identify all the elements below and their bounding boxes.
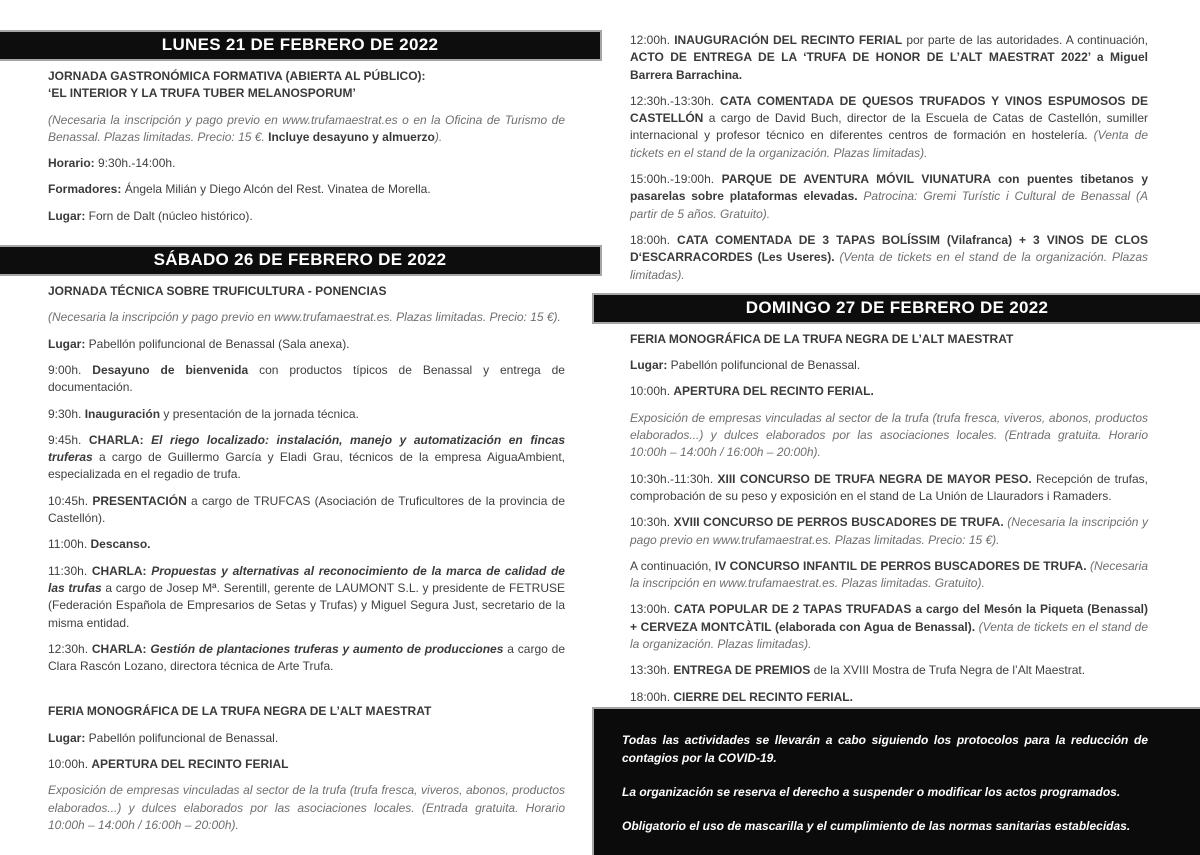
text-run: 12:30h.-13:30h. <box>630 93 720 108</box>
text-run: 9:30h. <box>48 406 85 421</box>
paragraph <box>48 730 565 747</box>
paragraph <box>48 68 565 103</box>
text-run: CHARLA: <box>91 641 151 656</box>
text-run: 9:45h. <box>48 432 89 447</box>
sunday-section-body <box>592 324 1200 706</box>
text-run: a cargo de TRUFCAS (Asociación de Truficultores de la provincia de Castellón). <box>48 493 566 526</box>
text-run: JORNADA TÉCNICA SOBRE TRUFICULTURA - PONENCIAS <box>48 284 387 299</box>
paragraph <box>48 208 565 225</box>
paragraph: Obligatorio el uso de mascarilla y el cumplimiento de las normas sanitarias establecidas. <box>622 819 1131 833</box>
text-run: (Necesaria la inscripción y pago previo en www.trufamaestrat.es o en la Oficina de Turismo de Benassal. Plazas limitadas. Precio: 15 €. <box>48 112 565 144</box>
text-run: CHARLA: <box>91 563 152 578</box>
text-run: APERTURA DEL RECINTO FERIAL. <box>673 384 874 399</box>
day-header-sunday: DOMINGO 27 DE FEBRERO DE 2022 <box>592 293 1200 324</box>
saturday-continuation-body <box>592 0 1200 284</box>
paragraph: Todas las actividades se llevarán a cabo siguiendo los protocolos para la reducción de contagios por la COVID-19. <box>622 733 1148 765</box>
text-run: Lugar: <box>630 358 668 373</box>
text-run: 11:00h. <box>48 537 91 552</box>
text-run: CATA COMENTADA DE QUESOS TRUFADOS Y VINOS ESPUMOSOS DE CASTELLÓN <box>630 93 1148 126</box>
text-run: (Venta de tickets en el stand de la organización. Plazas limitadas). <box>630 619 1148 652</box>
text-run: El riego localizado: instalación, manejo y automatización en fincas truferas <box>48 432 565 465</box>
text-run: CIERRE DEL RECINTO FERIAL. <box>673 689 853 704</box>
text-run: ‘EL INTERIOR Y LA TRUFA TUBER MELANOSPORUM’ <box>48 86 356 101</box>
text-run: Propuestas y alternativas al reconocimiento de la marca de calidad de las trufas <box>48 563 565 595</box>
text-run: 10:30h. <box>630 515 674 530</box>
text-run: ENTREGA DE PREMIOS <box>673 663 811 678</box>
paragraph <box>630 689 1148 706</box>
text-run: Horario: <box>48 156 95 171</box>
text-run: a cargo de Guillermo García y Eladi Grau, técnicos de la empresa AiguaAmbient, especializada en el regadio de trufa. <box>48 450 565 482</box>
text-run: (Necesaria la inscripción en www.trufamaestrat.es. Plazas limitadas. Gratuito). <box>630 558 1149 591</box>
paragraph <box>630 331 1148 348</box>
text-run: (Necesaria la inscripción y pago previo en www.trufamaestrat.es. Plazas limitadas. Precio: 15 €). <box>630 515 1148 547</box>
text-run: 18:00h. <box>630 689 674 704</box>
paragraph <box>48 756 565 773</box>
text-run: ACTO DE ENTREGA DE LA ‘TRUFA DE HONOR DE L’ALT MAESTRAT 2022’ a Miguel Barrera Barrachina. <box>630 50 1148 82</box>
text-run: 12:00h. <box>630 33 675 47</box>
text-run: Lugar: <box>48 336 86 351</box>
text-run: 12:30h. <box>48 641 92 656</box>
text-run: de la XVIII Mostra de Trufa Negra de l’Alt Maestrat. <box>810 663 1086 678</box>
paragraph <box>48 112 565 147</box>
text-run: (Necesaria la inscripción y pago previo en www.trufamaestrat.es. Plazas limitadas. Precio: 15 €). <box>48 310 561 325</box>
text-run: Patrocina: Gremi Turístic i Cultural de Benassal (A partir de 5 años. Gratuito). <box>630 189 1148 221</box>
text-run: Ángela Milián y Diego Alcón del Rest. Vinatea de Morella. <box>121 182 431 197</box>
text-run: (Venta de tickets en el stand de la organización. Plazas limitadas). <box>630 250 1148 282</box>
text-run: Inauguración <box>84 406 161 421</box>
right-column <box>592 0 1200 855</box>
text-run: a cargo de Josep Mª. Serentill, gerente de LAUMONT S.L. y presidente de FETRUSE (Federación Española de Empresarios de Setas y Trufas) y Miguel Segura Just, secretario de la misma entidad. <box>48 580 565 630</box>
paragraph <box>630 171 1148 223</box>
text-run: PARQUE DE AVENTURA MÓVIL VIUNATURA con puentes tibetanos y pasarelas sobre plataformas elevadas. <box>630 172 1149 204</box>
paragraph <box>630 558 1148 593</box>
paragraph <box>630 93 1148 162</box>
text-run: 15:00h.-19:00h. <box>630 172 722 187</box>
paragraph <box>48 536 565 553</box>
text-run: Descanso. <box>90 537 151 552</box>
day-header-monday: LUNES 21 DE FEBRERO DE 2022 <box>0 30 602 61</box>
text-run: Pabellón polifuncional de Benassal. <box>667 358 861 373</box>
text-run: Recepción de trufas, comprobación de su peso y exposición en el stand de La Unión de Llauradors i Ramaders. <box>630 471 1149 503</box>
text-run: Formadores: <box>48 182 122 197</box>
text-run: 9:00h. <box>48 362 93 377</box>
paragraph <box>48 493 565 528</box>
text-run: 10:30h.-11:30h. <box>630 471 718 486</box>
saturday-section-body <box>0 276 602 834</box>
text-run: Desayuno de bienvenida <box>92 362 249 377</box>
paragraph <box>630 232 1148 284</box>
text-run: XVIII CONCURSO DE PERROS BUSCADORES DE TRUFA. <box>673 515 1008 530</box>
paragraph <box>48 336 565 353</box>
day-header-saturday: SÁBADO 26 DE FEBRERO DE 2022 <box>0 245 602 276</box>
paragraph <box>630 410 1148 462</box>
paragraph <box>48 362 565 397</box>
text-run: con productos típicos de Benassal y entrega de documentación. <box>48 362 565 395</box>
text-run: Incluye desayuno y almuerzo <box>268 129 435 144</box>
paragraph <box>48 155 565 172</box>
text-run: Lugar: <box>48 208 86 223</box>
paragraph <box>630 471 1148 506</box>
paragraph <box>48 283 565 300</box>
paragraph <box>630 383 1148 400</box>
paragraph <box>48 641 565 676</box>
text-run: por parte de las autoridades. A continuación, <box>902 33 1149 47</box>
paragraph <box>48 181 565 198</box>
paragraph: La organización se reserva el derecho a suspender o modificar los actos programados. <box>622 785 1121 799</box>
text-run: CATA POPULAR DE 2 TAPAS TRUFADAS a cargo del Mesón la Piqueta (Benassal) + CERVEZA MONTCÀTIL (elaborada con Agua de Benassal). <box>630 602 1148 634</box>
text-run: 9:30h.-14:00h. <box>94 156 176 171</box>
paragraph <box>48 432 565 484</box>
text-run: (Venta de tickets en el stand de la organización. Plazas limitadas). <box>630 128 1148 160</box>
text-run: Pabellón polifuncional de Benassal (Sala anexa). <box>85 336 350 351</box>
text-run: 13:00h. <box>630 602 675 617</box>
paragraph <box>48 782 565 834</box>
text-run: XIII CONCURSO DE TRUFA NEGRA DE MAYOR PESO. <box>717 471 1032 486</box>
paragraph <box>630 662 1148 679</box>
paragraph <box>630 514 1148 549</box>
left-column <box>0 0 602 843</box>
text-run: 10:00h. <box>630 384 674 399</box>
text-run: 11:30h. <box>48 563 92 578</box>
text-run: A continuación, <box>630 558 715 573</box>
text-run: a cargo de David Buch, director de la Escuela de Catas de Castellón, sumiller internacional y profesor técnico en diferentes centros de formación en hostelería. <box>630 111 1148 143</box>
text-run: y presentación de la jornada técnica. <box>160 406 359 421</box>
text-run: CHARLA: <box>88 432 152 447</box>
text-run: a cargo de Clara Rascón Lozano, directora técnica de Arte Trufa. <box>48 641 566 674</box>
paragraph <box>48 703 565 720</box>
text-run: CATA COMENTADA DE 3 TAPAS BOLÍSSIM (Vilafranca) + 3 VINOS DE CLOS D‘ESCARRACORDES (Les Useres). <box>630 232 1148 265</box>
text-run: JORNADA GASTRONÓMICA FORMATIVA (ABIERTA AL PÚBLICO): <box>48 69 426 83</box>
text-run: IV CONCURSO INFANTIL DE PERROS BUSCADORES DE TRUFA. <box>714 558 1090 573</box>
text-run: 10:00h. <box>48 757 92 772</box>
paragraph <box>630 357 1148 374</box>
text-run: INAUGURACIÓN DEL RECINTO FERIAL <box>674 33 903 47</box>
text-run: Lugar: <box>48 730 86 745</box>
text-run: Pabellón polifuncional de Benassal. <box>85 730 279 745</box>
paragraph <box>48 309 565 326</box>
text-run: APERTURA DEL RECINTO FERIAL <box>91 757 289 772</box>
text-run: FERIA MONOGRÁFICA DE LA TRUFA NEGRA DE L’ALT MAESTRAT <box>630 331 1014 346</box>
covid-notice-box <box>592 707 1200 855</box>
paragraph <box>630 32 1148 84</box>
text-run: 13:30h. <box>630 663 674 678</box>
paragraph <box>630 601 1148 653</box>
paragraph <box>48 406 565 423</box>
text-run: PRESENTACIÓN <box>92 493 187 508</box>
text-run: 18:00h. <box>630 232 678 247</box>
text-run: FERIA MONOGRÁFICA DE LA TRUFA NEGRA DE L’ALT MAESTRAT <box>48 704 432 719</box>
text-run: ). <box>434 129 443 144</box>
monday-section-body <box>0 61 602 225</box>
text-run: Exposición de empresas vinculadas al sector de la trufa (trufa fresca, viveros, abonos, productos elaborados...) y dulces elaborados por las asociaciones locales. (Entrada gratuita. Horario 10:00h – 14:00h / 16:00h – 20:00h). <box>48 783 565 832</box>
text-run: Forn de Dalt (núcleo histórico). <box>85 208 253 223</box>
text-run: Exposición de empresas vinculadas al sector de la trufa (trufa fresca, viveros, abonos, productos elaborados...) y dulces elaborados por las asociaciones locales. (Entrada gratuita. Horario 10:00h – 14:00h / 16:00h – 20:00h). <box>630 410 1148 460</box>
text-run: Gestión de plantaciones truferas y aumento de producciones <box>150 641 504 656</box>
text-run: 10:45h. <box>48 493 93 508</box>
paragraph <box>48 563 565 632</box>
